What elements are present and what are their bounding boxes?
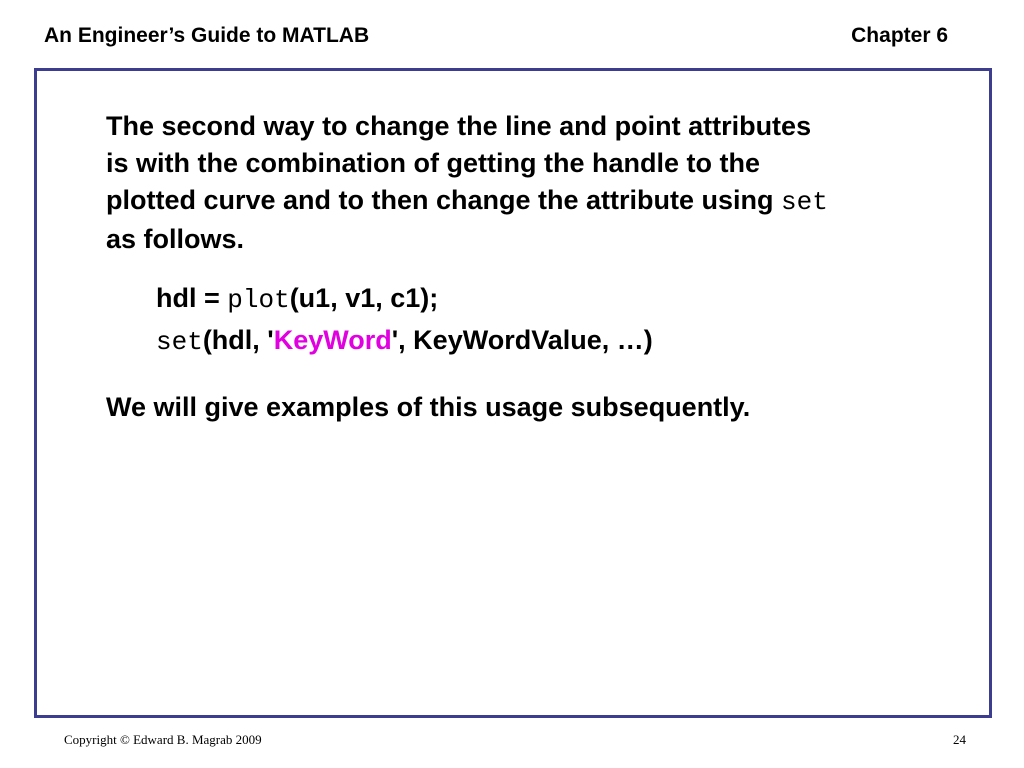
code-plot-function: plot bbox=[227, 285, 290, 315]
code-line-2 bbox=[156, 320, 653, 362]
code-set-function: set bbox=[156, 327, 203, 357]
code-line-2-post: ', KeyWordValue, …) bbox=[391, 325, 653, 355]
body-paragraph bbox=[106, 108, 966, 258]
code-example bbox=[156, 278, 653, 362]
code-set-inline: set bbox=[781, 187, 828, 217]
paragraph-line-2: is with the combination of getting the handle to the bbox=[106, 148, 760, 178]
code-keyword: KeyWord bbox=[273, 325, 392, 355]
code-line-1-prefix: hdl = bbox=[156, 283, 228, 313]
code-line-1-args: (u1, v1, c1); bbox=[289, 283, 439, 313]
slide-header-chapter: Chapter 6 bbox=[851, 24, 948, 47]
footer-page-number: 24 bbox=[953, 732, 966, 747]
code-line-2-pre: (hdl, ' bbox=[202, 325, 274, 355]
slide-header-title: An Engineer’s Guide to MATLAB bbox=[44, 24, 370, 47]
paragraph-line-3 bbox=[106, 182, 966, 221]
code-line-1 bbox=[156, 278, 653, 320]
paragraph-line-3-text: plotted curve and to then change the attribute using bbox=[106, 185, 782, 215]
paragraph-line-4: as follows. bbox=[106, 224, 245, 254]
footer-copyright: Copyright © Edward B. Magrab 2009 bbox=[64, 732, 262, 747]
paragraph-line-1: The second way to change the line and point attributes bbox=[106, 111, 812, 141]
closing-sentence: We will give examples of this usage subsequently. bbox=[106, 392, 751, 422]
